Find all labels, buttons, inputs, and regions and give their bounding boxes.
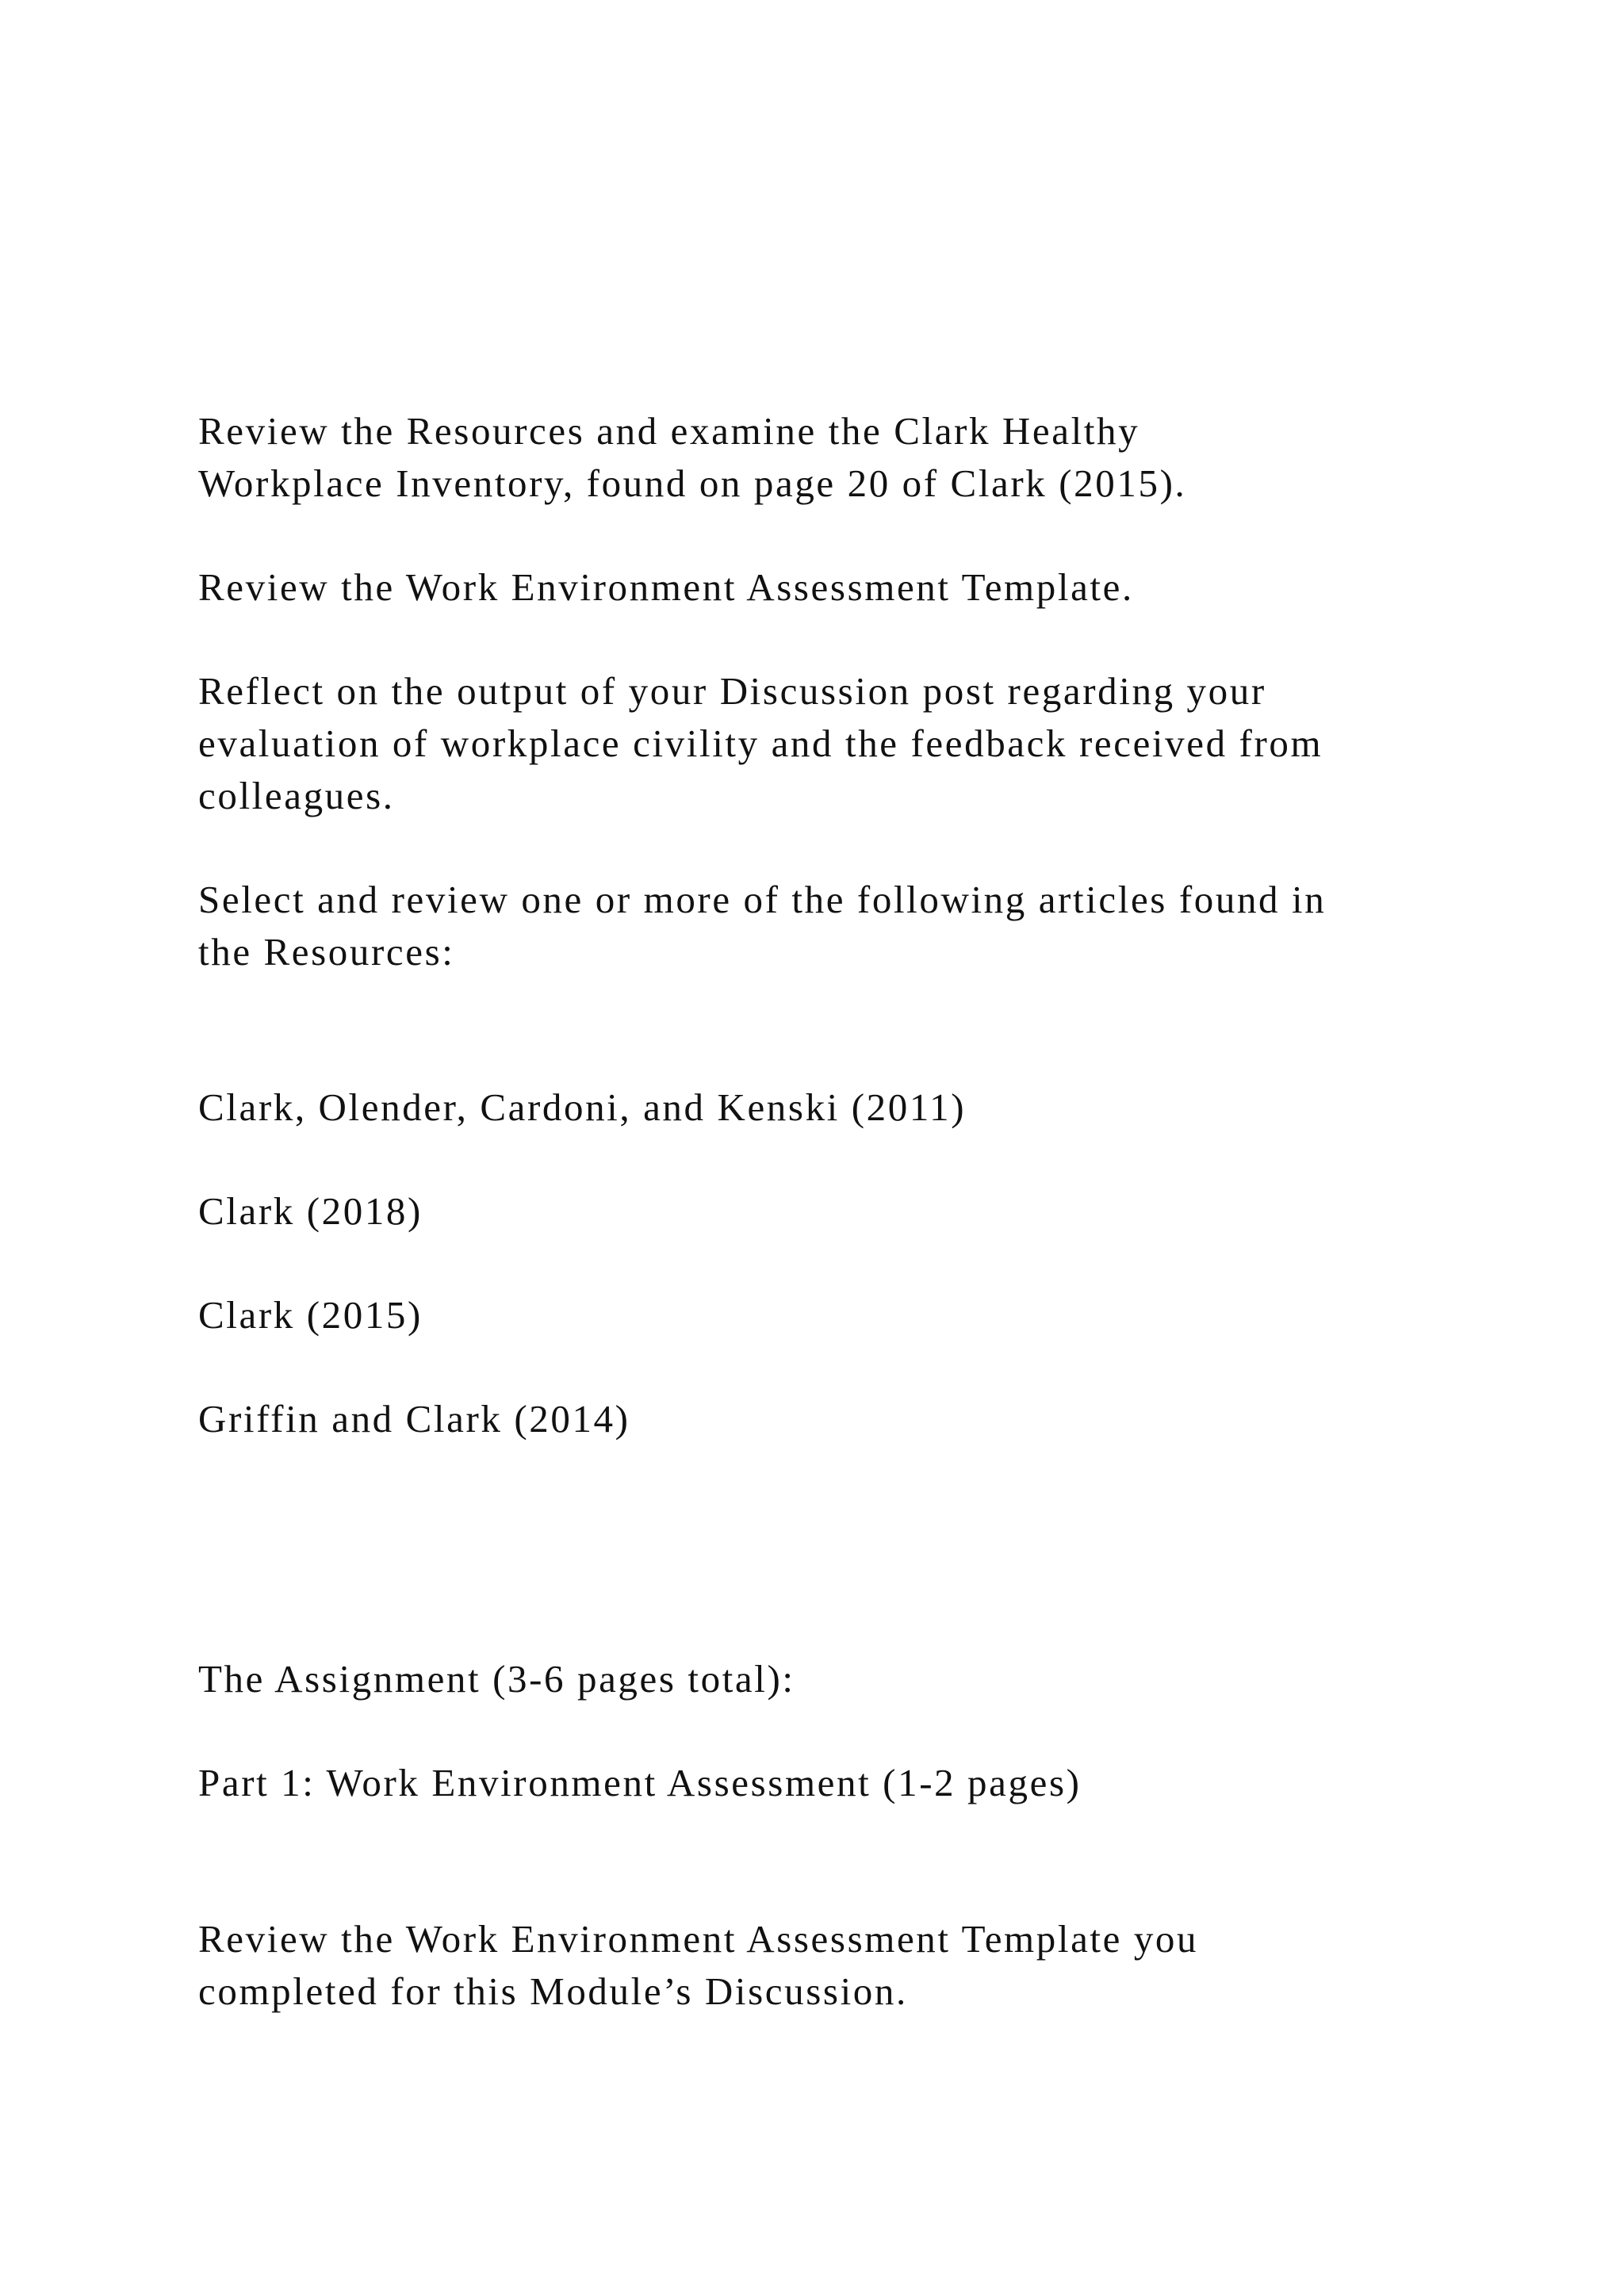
reference-item: Clark (2015): [198, 1293, 423, 1337]
text-line: colleagues.: [198, 774, 395, 817]
reference-item: Clark, Olender, Cardoni, and Kenski (2011): [198, 1085, 967, 1129]
text-line: Review the Resources and examine the Clark Healthy: [198, 409, 1140, 453]
reference-item: Clark (2018): [198, 1189, 423, 1233]
text-line: the Resources:: [198, 930, 455, 974]
text-line: completed for this Module’s Discussion.: [198, 1969, 908, 2013]
text-line: Workplace Inventory, found on page 20 of Clark (2015).: [198, 461, 1187, 505]
text-line: Select and review one or more of the following articles found in: [198, 878, 1327, 921]
text-line: Review the Work Environment Assessment Template.: [198, 565, 1134, 609]
text-line: Review the Work Environment Assessment Template you: [198, 1917, 1199, 1961]
text-line: evaluation of workplace civility and the feedback received from: [198, 721, 1323, 765]
text-line: Reflect on the output of your Discussion post regarding your: [198, 669, 1266, 713]
section-heading: The Assignment (3-6 pages total):: [198, 1657, 795, 1701]
section-heading: Part 1: Work Environment Assessment (1-2 pages): [198, 1761, 1082, 1804]
reference-item: Griffin and Clark (2014): [198, 1397, 630, 1441]
